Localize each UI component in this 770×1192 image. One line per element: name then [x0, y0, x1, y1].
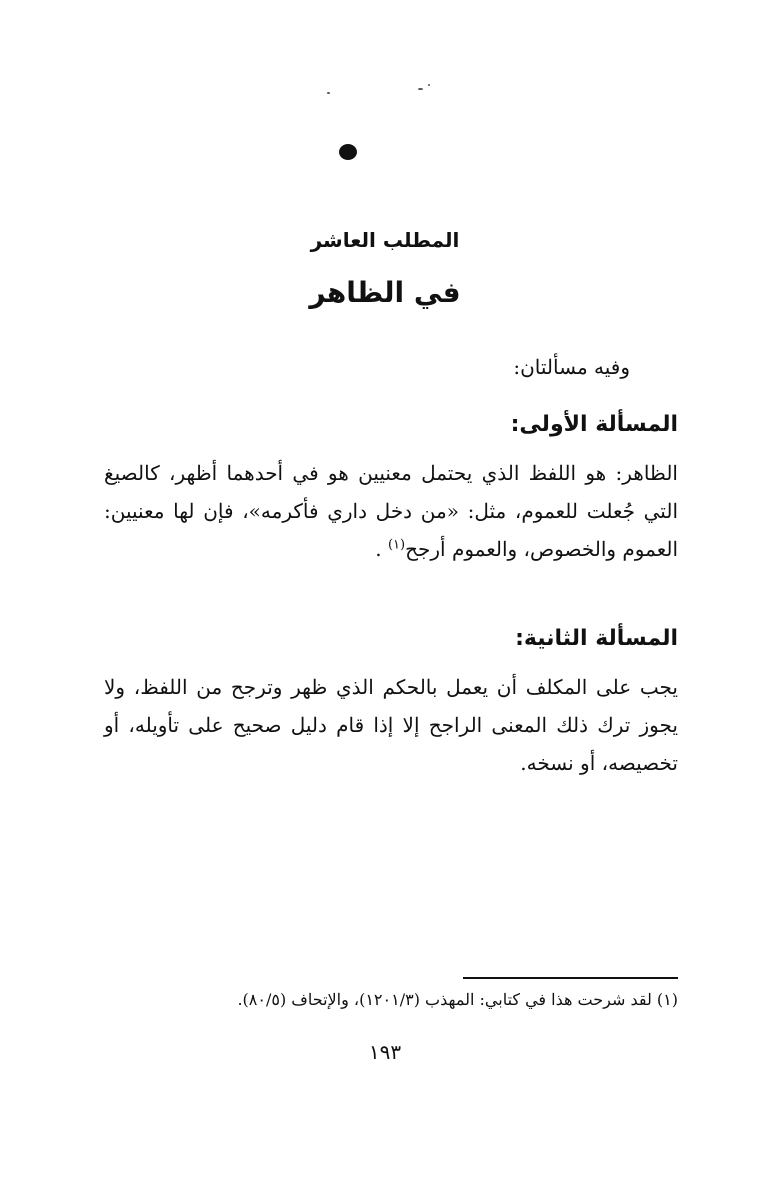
- section-label: المطلب العاشر: [310, 228, 460, 252]
- intro-text: وفيه مسألتان:: [513, 355, 630, 379]
- print-speck: [418, 88, 423, 90]
- issue-2-text: يجب على المكلف أن يعمل بالحكم الذي ظهر وترجح من اللفظ، ولا يجوز ترك ذلك المعنى الراجح إلا إذا قام دليل صحيح على تأويله، أو تخصيصه، أو نسخه.: [104, 675, 678, 775]
- issue-2-paragraph: [104, 668, 678, 782]
- issue-1-heading: المسألة الأولى:: [510, 412, 678, 437]
- footnote-reference[interactable]: (١): [387, 537, 406, 553]
- print-speck: [327, 92, 330, 94]
- footnote-separator: [463, 977, 678, 979]
- issue-1-text: الظاهر: هو اللفظ الذي يحتمل معنيين هو في أحدهما أظهر، كالصيغ التي جُعلت للعموم، مثل: «من دخل داري فأكرمه»، فإن لها معنيين: العموم والخصوص، والعموم أرجح: [104, 461, 678, 561]
- print-speck: [428, 84, 430, 86]
- section-title: في الظاهر: [309, 276, 461, 309]
- issue-1-paragraph: [104, 454, 678, 568]
- issue-1-end: .: [375, 537, 382, 561]
- issue-2-heading: المسألة الثانية:: [515, 626, 678, 651]
- bullet-ornament: [339, 144, 357, 160]
- footnote: (١) لقد شرحت هذا في كتابي: المهذب (١٢٠١/٣)، والإتحاف (٨٠/٥).: [237, 990, 678, 1009]
- page-number: ١٩٣: [368, 1040, 402, 1064]
